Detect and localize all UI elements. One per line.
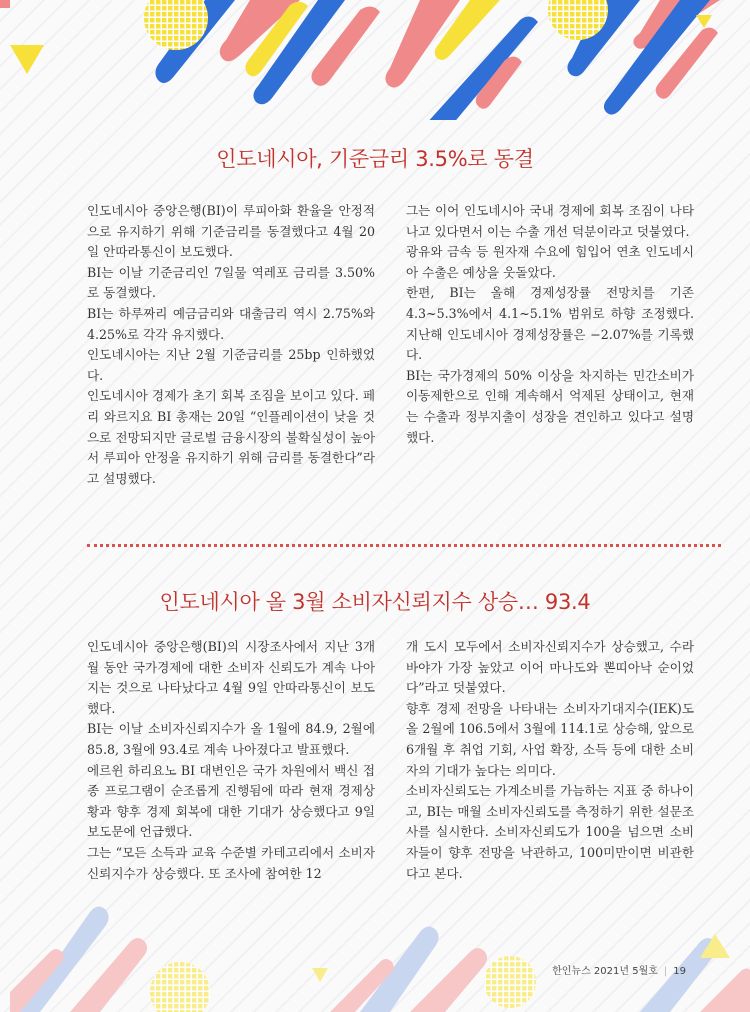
article2-right-column (406, 637, 694, 884)
article1-title: 인도네시아, 기준금리 3.5%로 동결 (216, 147, 534, 171)
paragraph: 인도네시아 중앙은행(BI)의 시장조사에서 지난 3개월 동안 국가경제에 대한 소비자 신뢰도가 계속 나아지는 것으로 나타났다고 4월 9일 안따라통신이 보도했다. (87, 639, 375, 716)
paragraph: 개 도시 모두에서 소비자신뢰지수가 상승했고, 수라바야가 가장 높았고 이어 마나도와 뽄띠아낙 순이었다”라고 덧붙였다. (406, 639, 694, 696)
page-footer (552, 962, 686, 977)
publication-name: 한인뉴스 2021년 5월호 (552, 966, 658, 977)
paragraph: 에르윈 하리요노 BI 대변인은 국가 차원에서 백신 접종 프로그램이 순조롭게 진행됨에 따라 현재 경제상황과 향후 경제 회복에 대한 기대가 상승했다고 9일 보도문에 언급했다. (87, 762, 375, 840)
paragraph: 그는 이어 인도네시아 국내 경제에 회복 조짐이 나타나고 있다면서 이는 수출 개선 덕분이라고 덧붙였다. (406, 203, 694, 239)
article2-left-column (87, 637, 375, 884)
paragraph: BI는 국가경제의 50% 이상을 차지하는 민간소비가 이동제한으로 인해 계속해서 억제된 상태이고, 현재는 수출과 정부지출이 성장을 견인하고 있다고 설명했다. (406, 367, 694, 445)
paragraph: 향후 경제 전망을 나타내는 소비자기대지수(IEK)도 올 2월에 106.5에서 3월에 114.1로 상승해, 앞으로 6개월 후 취업 기회, 사업 확장, 소득 등에 대한 소비자의 기대가 높다는 의미다. (406, 700, 694, 778)
paragraph: BI는 이날 소비자신뢰지수가 올 1월에 84.9, 2월에 85.8, 3월에 93.4로 계속 나아졌다고 발표했다. (87, 721, 375, 757)
footer-separator: | (663, 966, 668, 977)
paragraph: 그는 “모든 소득과 교육 수준별 카테고리에서 소비자신뢰지수가 상승했다. 또 조사에 참여한 12 (87, 844, 375, 881)
paragraph: 소비자신뢰도는 가계소비를 가늠하는 지표 중 하나이고, BI는 매월 소비자신뢰도를 측정하기 위한 설문조사를 실시한다. 소비자신뢰도가 100을 넘으면 소비자들이 향후 전망을 낙관하고, 100미만이면 비관한다고 본다. (406, 783, 694, 881)
article1-right-column (406, 201, 694, 448)
paragraph: 광유와 금속 등 원자재 수요에 힘입어 연초 인도네시아 수출은 예상을 웃돌았다. (406, 244, 694, 280)
paragraph: 인도네시아 경제가 초기 회복 조짐을 보이고 있다. 페리 와르지요 BI 총재는 20일 “인플레이션이 낮을 것으로 전망되지만 글로벌 금융시장의 불확실성이 높아서 루피아 안정을 유지하기 위해 금리를 동결한다”라고 설명했다. (87, 388, 375, 486)
article1-left-column (87, 201, 375, 489)
paragraph: BI는 이날 기준금리인 7일물 역레포 금리를 3.50%로 동결했다. (87, 264, 375, 301)
page-number: 19 (673, 966, 686, 977)
paragraph: 한편, BI는 올해 경제성장률 전망치를 기존 4.3~5.3%에서 4.1~5.1% 범위로 하향 조정했다. 지난해 인도네시아 경제성장률은 −2.07%를 기록했다. (406, 285, 694, 363)
section-divider (87, 544, 721, 547)
article2-title: 인도네시아 올 3월 소비자신뢰지수 상승… 93.4 (159, 590, 591, 614)
paragraph: 인도네시아는 지난 2월 기준금리를 25bp 인하했었다. (87, 347, 375, 383)
paragraph: 인도네시아 중앙은행(BI)이 루피아화 환율을 안정적으로 유지하기 위해 기준금리를 동결했다고 4월 20일 안따라통신이 보도했다. (87, 203, 375, 260)
paragraph: BI는 하루짜리 예금금리와 대출금리 역시 2.75%와 4.25%로 각각 유지했다. (87, 305, 375, 342)
